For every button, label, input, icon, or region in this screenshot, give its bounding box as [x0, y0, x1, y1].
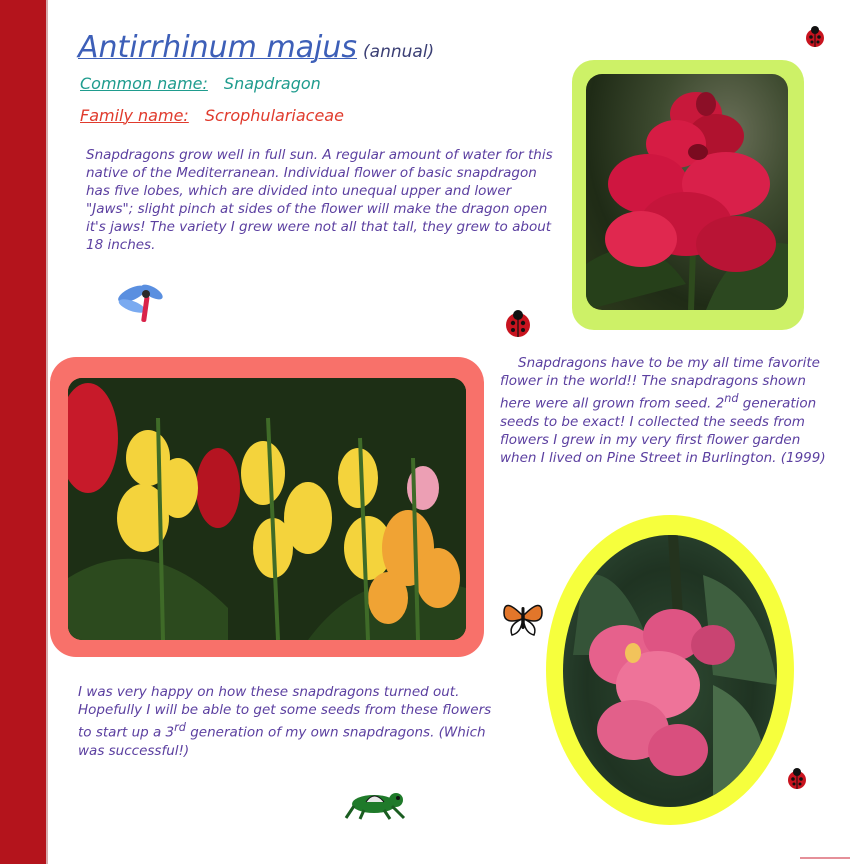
common-name-value: Snapdragon — [223, 74, 321, 93]
grasshopper-icon — [344, 786, 408, 820]
dragonfly-icon — [116, 278, 166, 326]
page-corner-mark — [800, 857, 850, 859]
common-name-label: Common name: — [80, 74, 208, 93]
paragraph-growing-info: Snapdragons grow well in full sun. A regular amount of water for this native of the Mediterranean. Individual flower of basic snapdragon has five lobes, which are divided into unequal upper and lower "Jaws"; slight pinch at sides of the flower will make the dragon open it's jaws! The variety I grew were not all that tall, they grew to about 18 inches. — [86, 147, 553, 253]
paragraph-results-text-a: I was very happy on how these snapdragons turned out. Hopefully I will be able to get some seeds from these flowers to start up a 3 — [78, 684, 492, 741]
paragraph-results-sup: rd — [174, 721, 186, 734]
photo-pink-snapdragons — [563, 535, 777, 807]
family-name-value: Scrophulariaceae — [204, 106, 344, 125]
paragraph-favorite-flower — [500, 354, 832, 467]
scientific-name: Antirrhinum majus — [78, 30, 358, 65]
photo-red-snapdragon — [586, 74, 788, 310]
family-name-label: Family name: — [80, 106, 189, 125]
page-spine — [0, 0, 46, 864]
paragraph-favorite-sup: nd — [724, 392, 739, 405]
photo-yellow-snapdragons — [68, 378, 466, 640]
yellow-snapdragons-image — [68, 378, 466, 640]
spine-shadow — [46, 0, 48, 864]
ladybug-icon — [804, 26, 826, 48]
ladybug-icon — [504, 310, 532, 338]
paragraph-favorite-text-a: Snapdragons have to be my all time favorite flower in the world!! The snapdragons shown here were all grown from seed. 2 — [500, 355, 820, 412]
pink-snapdragons-image — [563, 535, 777, 807]
butterfly-icon — [500, 595, 546, 639]
paragraph-results — [78, 683, 508, 760]
plant-title — [78, 30, 434, 65]
common-name-row — [80, 74, 321, 93]
paragraph-favorite-text-b: generation seeds to be exact! I collected the seeds from flowers I grew in my very first flower garden when I lived on Pine Street in Burlington. (1999) — [500, 395, 826, 466]
paragraph-results-text-b: generation of my own snapdragons. (Which was successful!) — [78, 724, 486, 759]
ladybug-icon — [786, 768, 808, 790]
family-name-row — [80, 106, 344, 125]
red-snapdragon-image — [586, 74, 788, 310]
annual-note: (annual) — [363, 42, 435, 62]
